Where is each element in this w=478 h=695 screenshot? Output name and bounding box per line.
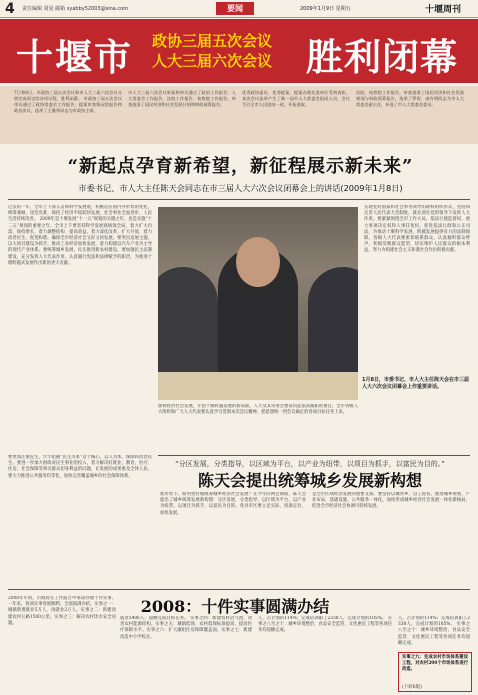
article-column-right: 实现党对国家和社会事务领导的政权组织形式，坚持和完善人民代表大会制度，就必须在党的领导下发挥人大作用。要紧紧围绕全市工作大局，依法行使监督权、重大事项决定权和人事任免权，促进依法行政和公正司法，为推动十堰科学发展、跨越发展提供有力的法制保障。各级人大代表要密切联系群众，认真倾听群众呼声，积极反映群众愿望，切实维护人民群众的根本利益，努力为构建社会主义和谐社会作出积极贡献。 [364,205,470,254]
article3-column-midright: 人，占计划的114%；完成培训职工2338人，完成计划的105%。 实事之八至之十：城乡环境整治、食品安全监管、文化惠民工程等各项任务均超额完成。 [258,616,392,634]
continued-note: (下转6版) [402,685,422,690]
banner-slogan: 胜利闭幕 [306,35,458,79]
speaker-photo [158,207,358,400]
article3-headline: 2008：十件实事圆满办结 [140,597,330,616]
page-number: 4 [5,1,15,17]
divider [8,589,470,590]
article2-column-left: 要更加注重民生，牢牢把握“民生为本”这个核心，以人为本，保障和改善民生。要进一步加大财政对民生事业的投入，着力解决好就业、教育、医疗、住房、社会保障等事关群众切身利益的问题，让发展的成果惠及全体人民。要大力推进公共服务均等化，加快完善覆盖城乡的社会保障体系。 [8,455,152,479]
intro-column-2: 市人大三届六次会议听取和审议通过了政府工作报告、人大常委会工作报告、法院工作报告、检察院工作报告，审查批准了国民经济和社会发展计划和财政预算报告。 [128,90,236,107]
sidebar-box-text: 实事之九：完成农村市场体系建设工程，对农村200个市场体系进行改造。 [402,655,468,673]
section-label: 要闻 [216,2,254,15]
divider [158,455,470,456]
editor-meta: 责任编辑 周夏 邮箱 syabby52003@sina.com [22,6,129,12]
banner-line-2: 人大三届六次会议 [152,52,273,70]
intro-column-1: 7日和8日，市政协三届五次会议和市人大三届六次会议分别完成预定的各项议程，胜利闭幕。 市政协三届五次会议审议通过了政协常委会工作报告、提案审查情况的报告和政治决议，选举了王雅华同志为市政协主席。 [14,90,122,113]
photo-caption: 1月8日，市委书记、市人大主任陈天会在市三届人大六次会议闭幕会上作重要讲话。 [362,377,469,390]
article3-column-right: 人，占计划的114%；完成培训职工2338人，完成计划的105%。 实事之八至之十：城乡环境整治、食品安全监管、文化惠民工程等各项任务均超额完成。 [398,616,470,646]
banner-meetings [152,23,290,79]
headline-banner [0,19,478,83]
banner-line-1: 政协三届五次会议 [152,32,273,50]
issue-date: 2009年1月9日 星期五 [300,6,351,12]
article3-column-middle: 就业5406人，超额完成目标任务。 实事之四：新建农村沼气池，改善农村能源结构。实事之五：城镇低保、农村低保标准提高，提高医疗保障水平。实事之六：扩大廉租住房保障覆盖面。实事之七：新建改造中小学校舍。 [120,616,252,640]
article2-headline: 陈天会提出统筹城乡发展新构想 [197,471,422,490]
article-subhead: 市委书记、市人大主任陈天会同志在市三届人大六次会议闭幕会上的讲话(2009年1月8日) [78,183,403,193]
intro-column-4: 法院、检察院工作报告，审查批准了国民经济和社会发展规划与财政预算报告，选举了罗智、南有明同志为市人大常委会副主任，补选了市人大常委会委员。 [356,90,464,107]
article2-quote: “分区发展，分类指导，以区域为平台，以产业为纽带，以项目为抓手，以富民为目的。” [175,460,445,468]
divider [8,199,470,200]
article-column-left: 过去的一年，全市上下深入贯彻科学发展观，积极适应国内外形势的变化，统筹兼顾，攻坚克难，保持了经济平稳较快发展，社会事业全面进步，人民生活持续改善。 2009年是十堰发展“十一五”规划的关键之年，也是实施“十二五”规划的重要之年。全市上下要坚持科学发展观统领全局，着力扩大内需、保持增长，着力调整结构、提高效益，着力深化改革、扩大开放，着力改善民生、促进和谐，确保全市经济社会又好又快发展。要突出发展主题，以大项目建设为抓手，推动工业经济加快发展，着力构建以汽车产业为主导的现代产业体系。要统筹城乡发展，扎实推进新农村建设。要加强民主法制建设，充分发挥人大代表作用，认真履行宪法和法律赋予的职责，为推进十堰跨越式发展作出新的更大贡献。 [8,205,152,266]
newspaper-name: 十堰周刊 [425,5,462,15]
article-column-middle: 加快经济社会发展，开创十堰跨越发展的新局面，人大及其常委会要肩负起依法履职的重任，全市各级人大组织和广大人大代表要认真学习贯彻本次会议精神，把思想统一到会议确定的各项目标任务上来。 [158,404,358,416]
article2-column-right: 是全市区域经济发展的重要支撑。要坚持以城带乡、以工促农，推进城乡规划、产业布局、基础设施、公共服务一体化，加快形成城乡经济社会发展一体化新格局，促进全市经济社会协调可持续发展。 [312,492,470,510]
article2-column-middle: 新形势下，如何更好地统筹城乡经济社会发展？在今年的两会期间，陈天会提出了城乡统筹发展新构想：分区发展，分类指导，以区域为平台，以产业为纽带，以项目为抓手，以富民为目的。各县市区要立足实际，找准定位，加快发展。 [160,492,306,516]
banner-city: 十堰市 [16,35,133,79]
article-headline: “新起点孕育新希望，新征程展示新未来” [67,156,414,177]
intro-column-3: 优秀政协委员、优秀提案、提案办理先进单位受到表彰，本次会议选举产生了新一届市人大常委会组成人员，会议号召全市人民团结一致，开拓进取。 [242,90,350,107]
article3-column-left: 2008年年初，市政府在工作报告中承诺办理十件实事，一年来，各项实事进展顺利，全部圆满办结。实事之一：城镇新增就业5万人，再就业2万人。实事之二：新建改建农村公路1500公里。实事之三：解决农村饮水安全问题。 [8,596,116,626]
